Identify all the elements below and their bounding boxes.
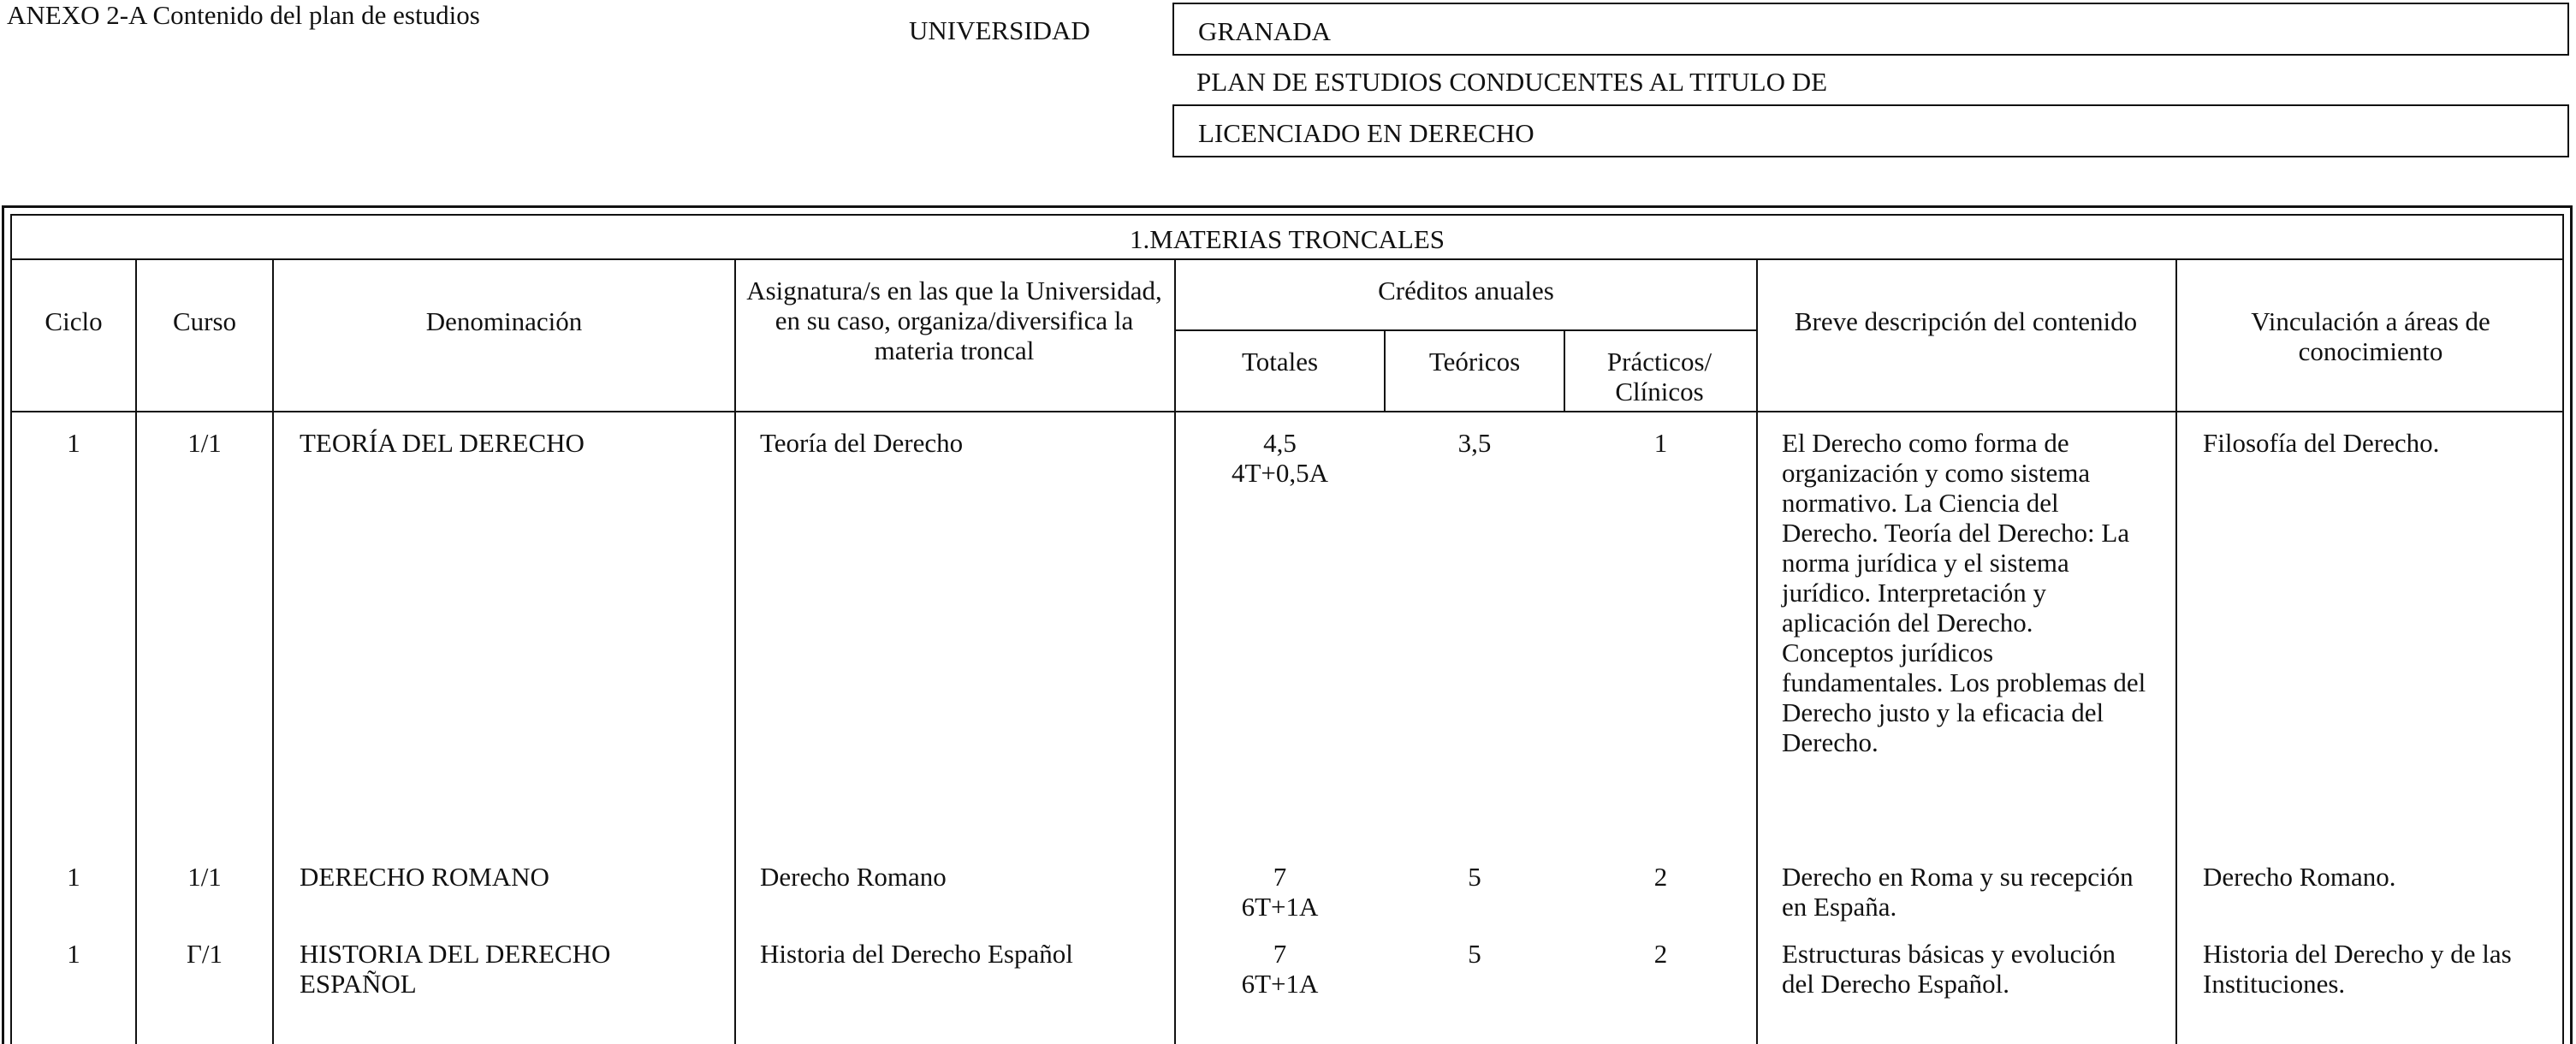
- table-row-3-vinculacion: Historia del Derecho y de las Instituciones.: [2203, 939, 2512, 999]
- table-row-3-denominacion: HISTORIA DEL DERECHO ESPAÑOL: [300, 939, 611, 999]
- table-row-3-descripcion: Estructuras básicas y evolución del Derecho Español.: [1782, 939, 2116, 999]
- table-row-1-asignatura: Teoría del Derecho: [760, 428, 964, 458]
- universidad-box: [1172, 3, 2569, 56]
- table-row-1-curso: 1/1: [187, 428, 222, 458]
- col-divider-3: [734, 258, 736, 1044]
- col-header-vinculacion: Vinculación a áreas de conocimiento: [2251, 306, 2490, 366]
- titulo-value: LICENCIADO EN DERECHO: [1198, 118, 1534, 148]
- table-title: 1.MATERIAS TRONCALES: [1129, 224, 1445, 254]
- rule-under-header: [10, 411, 2564, 412]
- col-divider-7: [1756, 258, 1758, 1044]
- table-row-1-ciclo: 1: [67, 428, 80, 458]
- table-row-2-denominacion: DERECHO ROMANO: [300, 862, 549, 892]
- table-row-1-totales-detail: 4T+0,5A: [1231, 458, 1329, 488]
- annex-title: ANEXO 2-A Contenido del plan de estudios: [7, 0, 480, 30]
- table-row-2-descripcion: Derecho en Roma y su recepción en España.: [1782, 862, 2134, 922]
- table-row-2-asignatura: Derecho Romano: [760, 862, 947, 892]
- table-row-2-practicos: 2: [1653, 862, 1668, 892]
- col-header-curso: Curso: [172, 306, 237, 336]
- col-header-creditos: Créditos anuales: [1378, 276, 1554, 305]
- universidad-value: GRANADA: [1198, 16, 1331, 46]
- rule-under-title: [10, 258, 2564, 260]
- col-header-asignatura: Asignatura/s en las que la Universidad, en su caso, organiza/diversifica la materia troncal: [746, 276, 1162, 365]
- table-row-3-ciclo: 1: [67, 939, 80, 969]
- col-header-denominacion: Denominación: [425, 306, 583, 336]
- table-row-3-practicos: 2: [1653, 939, 1668, 969]
- table-row-1-descripcion: El Derecho como forma de organización y como sistema normativo. La Ciencia del Derecho. Teoría del Derecho: La norma jurídica y el sistema jurídico. Interpretación y aplicación del Derecho. Conceptos jurídicos fundamentales. Los problemas del Derecho justo y la eficacia del Derecho.: [1782, 428, 2146, 757]
- universidad-label: UNIVERSIDAD: [909, 15, 1090, 45]
- table-row-1-practicos: 1: [1653, 428, 1668, 458]
- table-row-2-totales: 7: [1273, 862, 1287, 892]
- table-row-1-teoricos: 3,5: [1457, 428, 1492, 458]
- col-divider-2: [272, 258, 274, 1044]
- table-row-3-teoricos: 5: [1468, 939, 1481, 969]
- col-header-totales: Totales: [1241, 347, 1319, 377]
- col-divider-1: [135, 258, 137, 1044]
- titulo-box: [1172, 104, 2569, 157]
- col-header-practicos: Prácticos/ Clínicos: [1606, 347, 1712, 406]
- table-row-3-totales-detail: 6T+1A: [1241, 969, 1319, 999]
- table-row-2-ciclo: 1: [67, 862, 80, 892]
- table-row-1-totales: 4,5: [1263, 428, 1297, 458]
- col-divider-6: [1564, 329, 1565, 411]
- table-row-2-totales-detail: 6T+1A: [1241, 892, 1319, 922]
- col-header-descripcion: Breve descripción del contenido: [1794, 306, 2138, 336]
- col-header-ciclo: Ciclo: [45, 306, 103, 336]
- col-header-teoricos: Teóricos: [1428, 347, 1521, 377]
- table-row-1-denominacion: TEORÍA DEL DERECHO: [300, 428, 585, 458]
- table-row-2-vinculacion: Derecho Romano.: [2203, 862, 2396, 892]
- table-row-3-totales: 7: [1273, 939, 1287, 969]
- table-row-2-curso: 1/1: [187, 862, 222, 892]
- table-row-3-asignatura: Historia del Derecho Español: [760, 939, 1073, 969]
- table-row-2-teoricos: 5: [1468, 862, 1481, 892]
- plan-label: PLAN DE ESTUDIOS CONDUCENTES AL TITULO DE: [1196, 67, 1828, 97]
- table-row-1-vinculacion: Filosofía del Derecho.: [2203, 428, 2440, 458]
- table-row-3-curso: Γ/1: [186, 939, 223, 969]
- col-divider-8: [2175, 258, 2177, 1044]
- rule-under-creditos: [1174, 329, 1756, 331]
